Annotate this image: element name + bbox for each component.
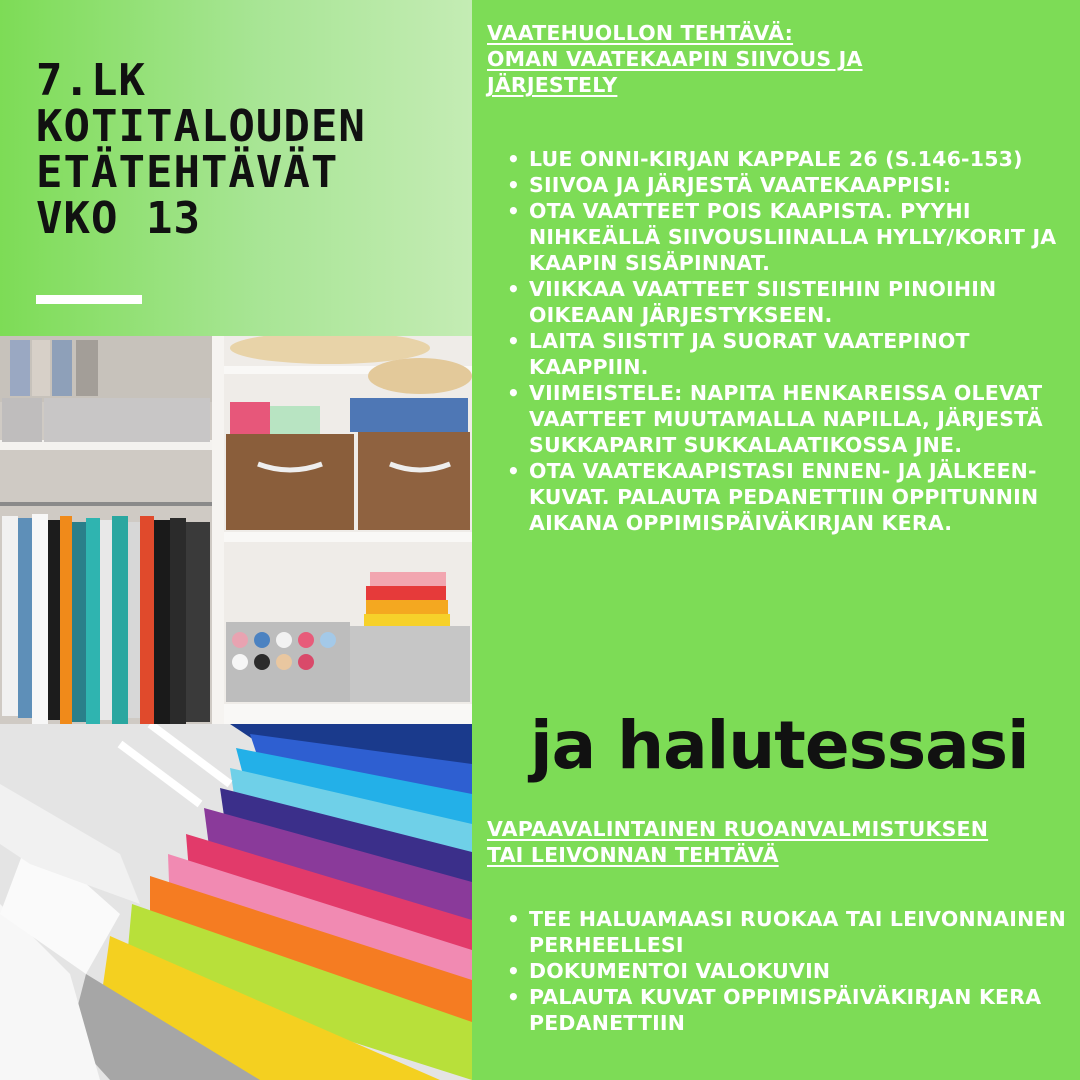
list-item: • DOKUMENTOI VALOKUVIN [507, 958, 1067, 984]
heading-line: JÄRJESTELY [487, 73, 618, 97]
section2-heading [487, 816, 988, 868]
section2-task-list [507, 906, 1067, 1036]
list-item: • VIIKKAA VAATTEET SIISTEIHIN PINOIHIN OIKEAAN JÄRJESTYKSEEN. [507, 276, 1067, 328]
heading-line: VAATEHUOLLON TEHTÄVÄ: [487, 21, 794, 45]
title-line: VKO 13 [36, 193, 201, 244]
page-title [36, 55, 366, 244]
title-line: ETÄTEHTÄVÄT [36, 147, 339, 198]
left-column [0, 0, 472, 1080]
connector-text: ja halutessasi [530, 707, 1029, 784]
list-item: • PALAUTA KUVAT OPPIMISPÄIVÄKIRJAN KERA PEDANETTIIN [507, 984, 1067, 1036]
right-column [472, 0, 1080, 1080]
heading-line: OMAN VAATEKAAPIN SIIVOUS JA [487, 47, 863, 71]
tshirts-photo [0, 724, 472, 1080]
list-item: • OTA VAATTEET POIS KAAPISTA. PYYHI NIHKEÄLLÄ SIIVOUSLIINALLA HYLLY/KORIT JA KAAPIN SISÄPINNAT. [507, 198, 1067, 276]
title-line: KOTITALOUDEN [36, 101, 366, 152]
closet-photo [0, 336, 472, 724]
list-item: • VIIMEISTELE: NAPITA HENKAREISSA OLEVAT VAATTEET MUUTAMALLA NAPILLA, JÄRJESTÄ SUKKAPARIT SUKKALAATIKOSSA JNE. [507, 380, 1067, 458]
tshirts-illustration [0, 724, 472, 1080]
heading-line: VAPAAVALINTAINEN RUOANVALMISTUKSEN [487, 817, 989, 841]
list-item: • LAITA SIISTIT JA SUORAT VAATEPINOT KAAPPIIN. [507, 328, 1067, 380]
heading-line: TAI LEIVONNAN TEHTÄVÄ [487, 843, 779, 867]
section1-heading [487, 20, 863, 98]
title-line: 7.LK [36, 55, 146, 106]
list-item: • TEE HALUAMAASI RUOKAA TAI LEIVONNAINEN PERHEELLESI [507, 906, 1067, 958]
list-item: • OTA VAATEKAAPISTASI ENNEN- JA JÄLKEEN- KUVAT. PALAUTA PEDANETTIIN OPPITUNNIN AIKANA OPPIMISPÄIVÄKIRJAN KERA. [507, 458, 1067, 536]
list-item: • LUE ONNI-KIRJAN KAPPALE 26 (S.146-153) [507, 146, 1067, 172]
title-underline-bar [36, 295, 142, 304]
list-item: • SIIVOA JA JÄRJESTÄ VAATEKAAPPISI: [507, 172, 1067, 198]
closet-illustration [0, 336, 472, 724]
section1-task-list [507, 146, 1067, 536]
title-panel [0, 0, 472, 336]
